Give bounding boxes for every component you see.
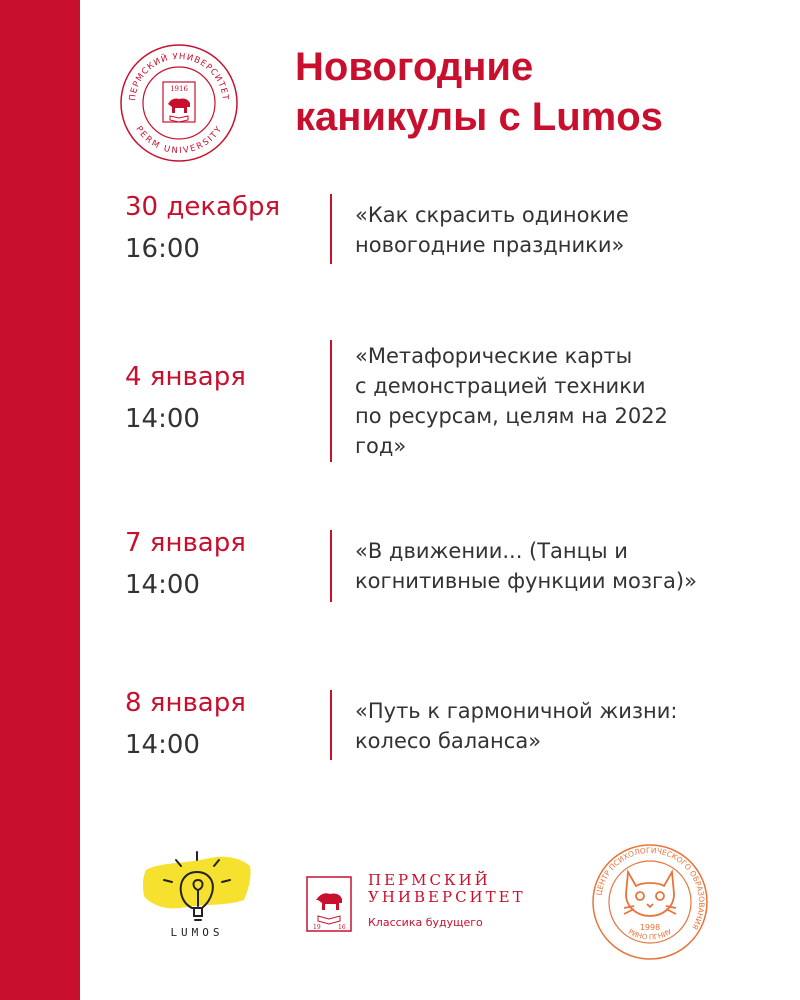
book-icon	[170, 116, 188, 122]
title-line-1: Новогодние	[295, 45, 534, 89]
event-topic-line: колесо баланса»	[355, 729, 542, 753]
perm-university-logo	[306, 872, 556, 938]
title-line-2: каникулы с Lumos	[295, 95, 663, 139]
perm-tagline: Классика будущего	[368, 916, 483, 929]
lumos-wordmark: LUMOS	[170, 926, 224, 939]
center-ring-text: ЦЕНТР ПСИХОЛОГИЧЕСКОГО ОБРАЗОВАНИЯ	[594, 845, 707, 932]
cat-icon	[624, 872, 676, 916]
perm-name-line-1: ПЕРМСКИЙ	[368, 871, 491, 889]
event-item	[125, 686, 765, 766]
event-date: 8 января	[125, 688, 246, 718]
lumos-yellow-splash	[143, 857, 251, 909]
event-divider	[330, 340, 332, 462]
event-divider	[330, 194, 332, 264]
event-topic-line: с демонстрацией техники	[355, 374, 646, 398]
perm-name	[368, 872, 526, 906]
psychology-center-logo	[590, 842, 710, 962]
event-topic	[355, 200, 765, 260]
event-topic	[355, 696, 765, 756]
event-time: 14:00	[125, 570, 200, 600]
perm-year-left: 19	[313, 924, 321, 931]
event-topic-line: год»	[355, 434, 407, 458]
event-item	[125, 526, 765, 606]
perm-emblem-icon	[306, 876, 352, 932]
event-date: 4 января	[125, 362, 246, 392]
event-topic-line: новогодние праздники»	[355, 233, 625, 257]
event-time: 16:00	[125, 234, 200, 264]
center-year: 1998	[639, 923, 661, 932]
event-divider	[330, 690, 332, 760]
event-divider	[330, 530, 332, 602]
event-topic-line: по ресурсам, целям на 2022	[355, 404, 668, 428]
lumos-logo	[140, 842, 255, 942]
university-seal-logo	[118, 42, 240, 164]
perm-name-line-2: УНИВЕРСИТЕТ	[368, 888, 526, 906]
event-time: 14:00	[125, 730, 200, 760]
event-topic-line: «В движении... (Танцы и	[355, 539, 628, 563]
event-time: 14:00	[125, 404, 200, 434]
perm-year-right: 16	[338, 924, 346, 931]
svg-text:ПЕРМСКИЙ УНИВЕРСИТЕТ	[128, 51, 230, 101]
left-accent-bar	[0, 0, 80, 1000]
event-date: 7 января	[125, 528, 246, 558]
center-bottom-text: РИНО ПГНИУ	[626, 927, 674, 942]
event-item	[125, 190, 765, 270]
seal-bottom-text: PERM UNIVERSITY	[133, 124, 225, 157]
event-topic	[355, 536, 765, 596]
event-topic-line: когнитивные функции мозга)»	[355, 569, 697, 593]
event-topic-line: «Метафорические карты	[355, 344, 633, 368]
event-topic-line: «Путь к гармоничной жизни:	[355, 699, 678, 723]
event-item	[125, 336, 765, 466]
page-title	[295, 42, 663, 142]
event-date: 30 декабря	[125, 192, 281, 222]
seal-top-text: ПЕРМСКИЙ УНИВЕРСИТЕТ	[127, 51, 231, 102]
event-topic-line: «Как скрасить одинокие	[355, 203, 629, 227]
bear-icon	[168, 99, 190, 114]
event-topic	[355, 341, 765, 461]
seal-year: 1916	[170, 85, 188, 93]
